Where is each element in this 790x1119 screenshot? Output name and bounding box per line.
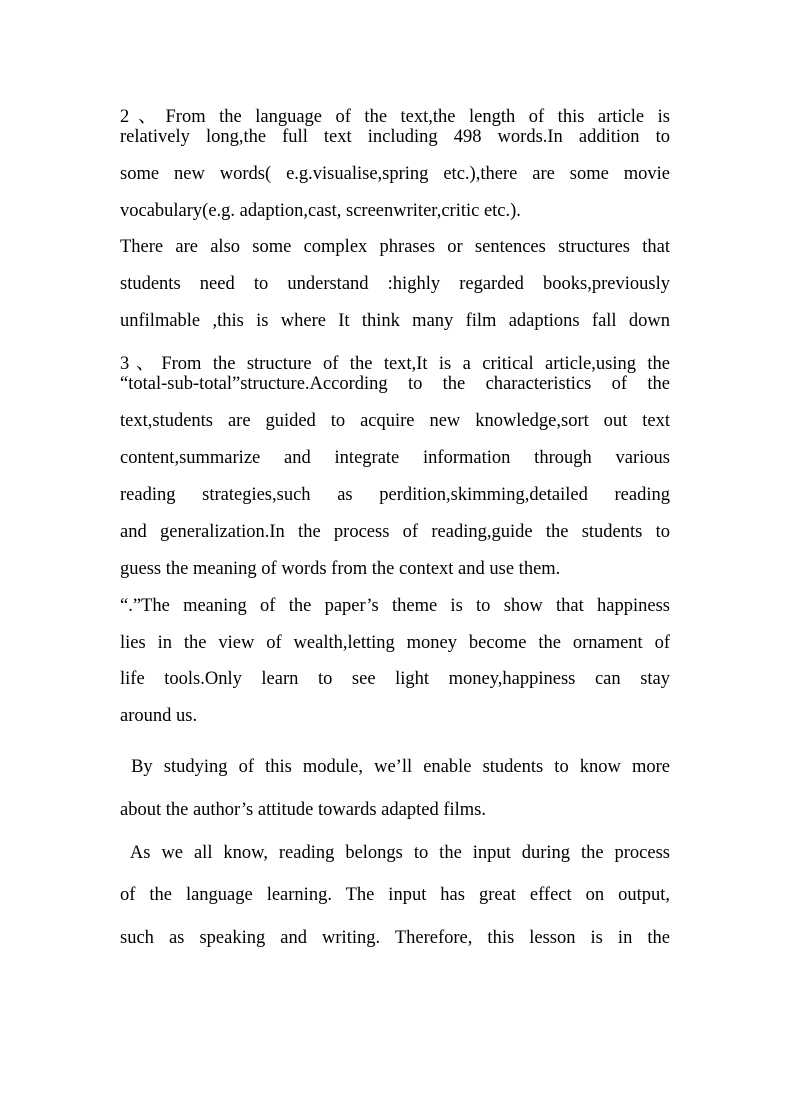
text-line: “.”The meaning of the paper’s theme is to show that happiness [120,596,670,616]
text-line: students need to understand :highly regarded books,previously [120,274,670,294]
text-line: vocabulary(e.g. adaption,cast, screenwriter,critic etc.). [120,201,521,221]
text-line: guess the meaning of words from the context and use them. [120,559,561,579]
text-line: By studying of this module, we’ll enable students to know more [120,757,670,777]
text-line: and generalization.In the process of reading,guide the students to [120,522,670,542]
text-line: As we all know, reading belongs to the input during the process [120,843,670,863]
text-line: some new words( e.g.visualise,spring etc.),there are some movie [120,164,670,184]
text-line: 2、From the language of the text,the length of this article is [120,107,670,127]
text-line: unfilmable ,this is where It think many film adaptions fall down [120,311,670,331]
text-line: reading strategies,such as perdition,skimming,detailed reading [120,485,670,505]
text-line: such as speaking and writing. Therefore, this lesson is in the [120,928,670,948]
text-line: “total-sub-total”structure.According to the characteristics of the [120,374,670,394]
text-line: 3、From the structure of the text,It is a critical article,using the [120,354,670,374]
text-line: There are also some complex phrases or sentences structures that [120,237,670,257]
text-line: text,students are guided to acquire new knowledge,sort out text [120,411,670,431]
text-line: lies in the view of wealth,letting money become the ornament of [120,633,670,653]
text-line: life tools.Only learn to see light money,happiness can stay [120,669,670,689]
text-line: relatively long,the full text including 498 words.In addition to [120,127,670,147]
text-line: of the language learning. The input has great effect on output, [120,885,670,905]
text-line: content,summarize and integrate information through various [120,448,670,468]
text-line: about the author’s attitude towards adapted films. [120,800,486,820]
text-line: around us. [120,706,198,726]
